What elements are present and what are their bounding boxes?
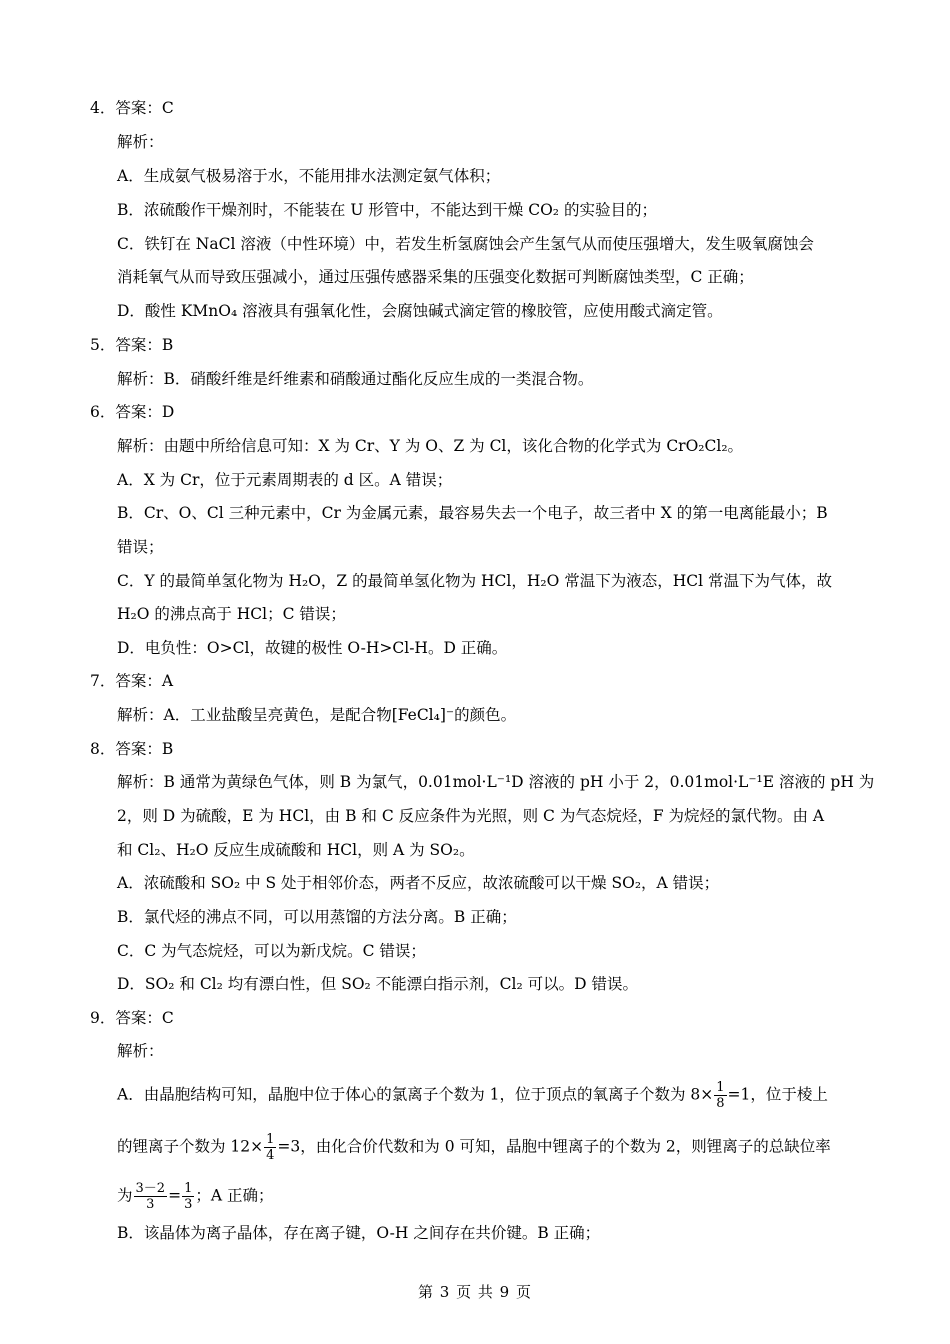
q9-option-a-line3: 为 $\frac{3-2}{3}$ = $\frac{1}{3}$ ；A 正确； [117,1181,274,1212]
q8-option-d: D．SO₂ 和 Cl₂ 均有漂白性，但 SO₂ 不能漂白指示剂，Cl₂ 可以。D 错误。 [117,975,638,993]
q9-option-b: B．该晶体为离子晶体，存在离子键，O-H 之间存在共价键。B 正确； [117,1224,601,1242]
q9-option-a-line2: 的锂离子个数为 12× $\frac{1}{4}$ =3，由化合价代数和为 0 可知，晶胞中锂离子的个数为 2，则锂离子的总缺位率 [117,1132,831,1163]
q4-option-c-line1: C．铁钉在 NaCl 溶液（中性环境）中，若发生析氢腐蚀会产生氢气从而使压强增大，发生吸氧腐蚀会 [117,235,814,253]
q4-option-d: D．酸性 KMnO₄ 溶液具有强氧化性，会腐蚀碱式滴定管的橡胶管，应使用酸式滴定管。 [117,302,723,320]
q6-option-d: D．电负性：O>Cl，故键的极性 O-H>Cl-H。D 正确。 [117,639,508,657]
q6-option-c-line2: H₂O 的沸点高于 HCl；C 错误； [117,605,346,623]
q8-analysis-line3: 和 Cl₂、H₂O 反应生成硫酸和 HCl，则 A 为 SO₂。 [117,841,475,859]
q4-option-a: A．生成氨气极易溶于水，不能用排水法测定氨气体积； [117,167,501,185]
q6-option-a: A．X 为 Cr，位于元素周期表的 d 区。A 错误； [117,471,453,489]
q6-option-b-line2: 错误； [117,538,164,556]
question-7-answer: 7．答案：A [90,672,174,690]
q4-option-b: B．浓硫酸作干燥剂时，不能装在 U 形管中，不能达到干燥 CO₂ 的实验目的； [117,201,657,219]
q6-option-b-line1: B．Cr、O、Cl 三种元素中，Cr 为金属元素，最容易失去一个电子，故三者中 X 的第一电离能最小；B [117,504,828,522]
q7-analysis: 解析：A．工业盐酸呈亮黄色，是配合物[FeCl₄]⁻的颜色。 [117,706,517,724]
q6-analysis: 解析：由题中所给信息可知：X 为 Cr、Y 为 O、Z 为 Cl，该化合物的化学式为 CrO₂Cl₂。 [117,437,744,455]
fraction-one-quarter: $\frac{1}{4}$ [266,1132,275,1163]
q6-option-c-line1: C．Y 的最简单氢化物为 H₂O，Z 的最简单氢化物为 HCl，H₂O 常温下为液态，HCl 常温下为气体，故 [117,572,832,590]
question-5-answer: 5．答案：B [90,336,174,354]
q8-option-a: A．浓硫酸和 SO₂ 中 S 处于相邻价态，两者不反应，故浓硫酸可以干燥 SO₂，A 错误； [117,874,720,892]
page-footer: 第 3 页 共 9 页 [418,1283,532,1301]
q8-option-c: C．C 为气态烷烃，可以为新戊烷。C 错误； [117,942,426,960]
question-4-answer: 4．答案：C [90,99,174,117]
question-8-answer: 8．答案：B [90,740,174,758]
fraction-vacancy-rate: $\frac{3-2}{3}$ [135,1181,166,1212]
fraction-one-eighth: $\frac{1}{8}$ [716,1080,725,1111]
question-6-answer: 6．答案：D [90,403,175,421]
question-9-answer: 9．答案：C [90,1009,174,1027]
fraction-one-third: $\frac{1}{3}$ [184,1181,193,1212]
q8-analysis-line2: 2，则 D 为硫酸，E 为 HCl，由 B 和 C 反应条件为光照，则 C 为气态烷烃，F 为烷烃的氯代物。由 A [117,807,825,825]
q9-analysis-label: 解析： [117,1042,164,1060]
q8-analysis-line1: 解析：B 通常为黄绿色气体，则 B 为氯气，0.01mol·L⁻¹D 溶液的 pH 小于 2，0.01mol·L⁻¹E 溶液的 pH 为 [117,773,875,791]
q8-option-b: B．氯代烃的沸点不同，可以用蒸馏的方法分离。B 正确； [117,908,517,926]
q9-option-a-line1: A．由晶胞结构可知，晶胞中位于体心的氯离子个数为 1，位于顶点的氧离子个数为 8× $\frac{1}{8}$ =1，位于棱上 [117,1080,828,1111]
q4-analysis-label: 解析： [117,133,164,151]
q4-option-c-line2: 消耗氧气从而导致压强减小，通过压强传感器采集的压强变化数据可判断腐蚀类型，C 正确； [117,268,754,286]
q5-analysis: 解析：B．硝酸纤维是纤维素和硝酸通过酯化反应生成的一类混合物。 [117,370,594,388]
